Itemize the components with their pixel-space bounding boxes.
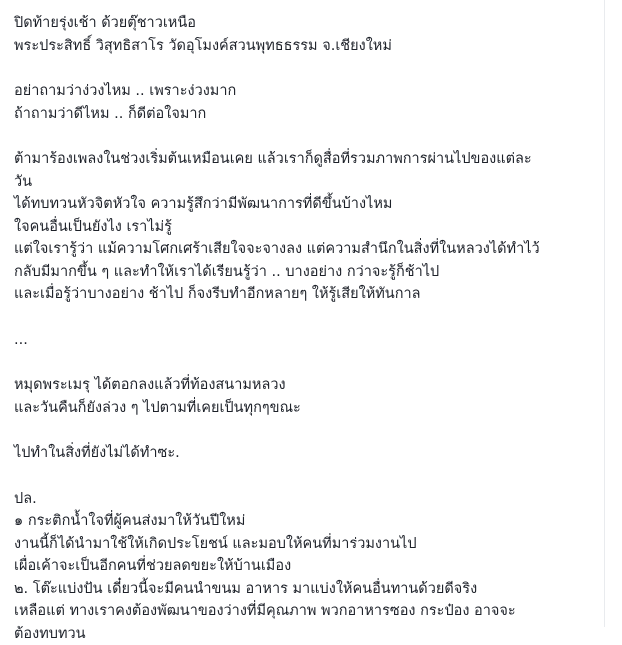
post-text-line: ถ้าถามว่าดีไหม .. ก็ดีต่อใจมาก <box>14 103 604 126</box>
post-text-line: ปิดท้ายรุ่งเช้า ด้วยตุ๊ชาวเหนือ <box>14 12 604 35</box>
post-paragraph <box>14 80 604 125</box>
post-text-line: และเมื่อรู้ว่าบางอย่าง ช้าไป ก็จงรีบทำอีกหลายๆ ให้รู้เสียให้ทันกาล <box>14 283 604 306</box>
scrollbar-track[interactable] <box>604 0 622 627</box>
post-text-line: ต้ามาร้องเพลงในช่วงเริ่มต้นเหมือนเคย แล้วเราก็ดูสื่อที่รวมภาพการผ่านไปของแต่ละ <box>14 148 604 171</box>
post-paragraph <box>14 329 604 352</box>
post-text-line: งานนี้ก็ได้นำมาใช้ให้เกิดประโยชน์ และมอบให้คนที่มาร่วมงานไป <box>14 533 604 556</box>
post-text-line: ๑ กระติกน้ำใจที่ผู้คนส่งมาให้วันปีใหม่ <box>14 510 604 533</box>
post-paragraph <box>14 442 604 465</box>
post-text-line: ได้ทบทวนหัวจิตหัวใจ ความรู้สึกว่ามีพัฒนาการที่ดีขึ้นบ้างไหม <box>14 193 604 216</box>
post-text-line: ไปทำในสิ่งที่ยังไม่ได้ทำซะ. <box>14 442 604 465</box>
post-paragraph <box>14 148 604 306</box>
post-text-line: ... <box>14 329 604 352</box>
post-text-line: ปล. <box>14 488 604 511</box>
post-text-line: อย่าถามว่าง่วงไหม .. เพราะง่วงมาก <box>14 80 604 103</box>
post-text-line: ๒. โต๊ะแบ่งปัน เดี๋ยวนี้จะมีคนนำขนม อาหาร มาแบ่งให้คนอื่นทานด้วยดีจริง <box>14 578 604 601</box>
post-text-line: เผื่อเค้าจะเป็นอีกคนที่ช่วยลดขยะให้บ้านเมือง <box>14 555 604 578</box>
post-text-line: พระประสิทธิ์ วิสุทธิสาโร วัดอุโมงค์สวนพุทธธรรม จ.เชียงใหม่ <box>14 35 604 58</box>
post-text-line: แต่ใจเรารู้ว่า แม้ความโศกเศร้าเสียใจจะจางลง แต่ความสำนึกในสิ่งที่ในหลวงได้ทำไว้ <box>14 238 604 261</box>
post-paragraph <box>14 374 604 419</box>
post-text-line: เหลือแต่ ทางเราคงต้องพัฒนาของว่างที่มีคุณภาพ พวกอาหารซอง กระป๋อง อาจจะ <box>14 600 604 623</box>
post-text-line: ใจคนอื่นเป็นยังไง เราไม่รู้ <box>14 216 604 239</box>
post-text-line: กลับมีมากขึ้น ๆ และทำให้เราได้เรียนรู้ว่า .. บางอย่าง กว่าจะรู้ก็ช้าไป <box>14 261 604 284</box>
post-text-line: หมุดพระเมรุ ได้ตอกลงแล้วที่ท้องสนามหลวง <box>14 374 604 397</box>
post-paragraph <box>14 488 604 645</box>
post-text-line: และวันคืนก็ยังล่วง ๆ ไปตามที่เคยเป็นทุกๆขณะ <box>14 397 604 420</box>
post-paragraph <box>14 12 604 57</box>
post-text-line: วัน <box>14 171 604 194</box>
post-text-line: ต้องทบทวน <box>14 623 604 645</box>
